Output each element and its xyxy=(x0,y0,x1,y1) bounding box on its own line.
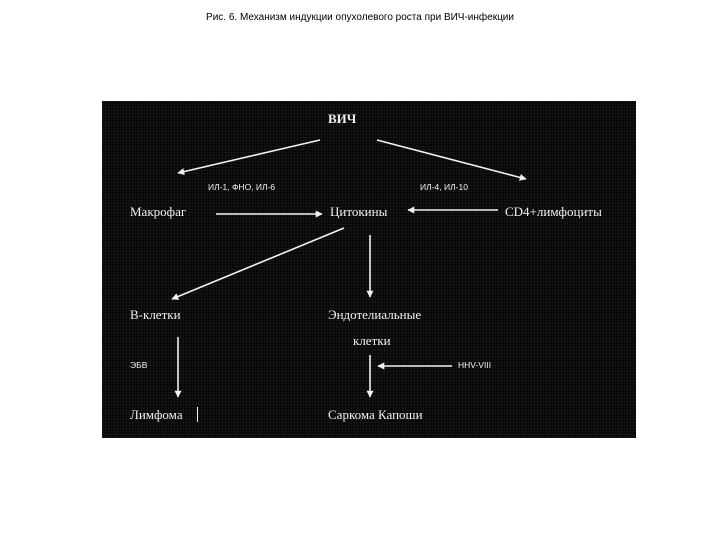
node-kaposi-sarcoma: Саркома Капоши xyxy=(328,407,423,422)
node-lymphoma: Лимфома xyxy=(130,407,183,422)
edge-label-macrophage-cytokines: ИЛ-1, ФНО, ИЛ-6 xyxy=(208,182,276,192)
node-cd4-lymphocytes: CD4+лимфоциты xyxy=(505,204,602,219)
edge-label-cd4-cytokines: ИЛ-4, ИЛ-10 xyxy=(420,182,468,192)
node-hiv: ВИЧ xyxy=(328,111,357,126)
node-b-cells: В-клетки xyxy=(130,307,181,322)
edge-label-hhv: HHV-VIII xyxy=(458,360,492,370)
figure-caption: Рис. 6. Механизм индукции опухолевого роста при ВИЧ-инфекции xyxy=(206,12,514,23)
node-macrophage: Макрофаг xyxy=(130,204,187,219)
arrow-cytokines-to-b-cells xyxy=(172,228,344,299)
arrow-hiv-to-macrophage xyxy=(178,140,320,173)
arrow-hiv-to-cd4 xyxy=(377,140,526,179)
diagram-panel xyxy=(102,101,636,438)
diagram-arrows xyxy=(102,101,636,438)
node-cytokines: Цитокины xyxy=(330,204,388,219)
text-cursor xyxy=(197,407,198,422)
edge-label-ebv: ЭБВ xyxy=(130,360,148,370)
node-endothelial-line1: Эндотелиальные xyxy=(328,307,422,322)
node-endothelial-line2: клетки xyxy=(353,333,391,348)
